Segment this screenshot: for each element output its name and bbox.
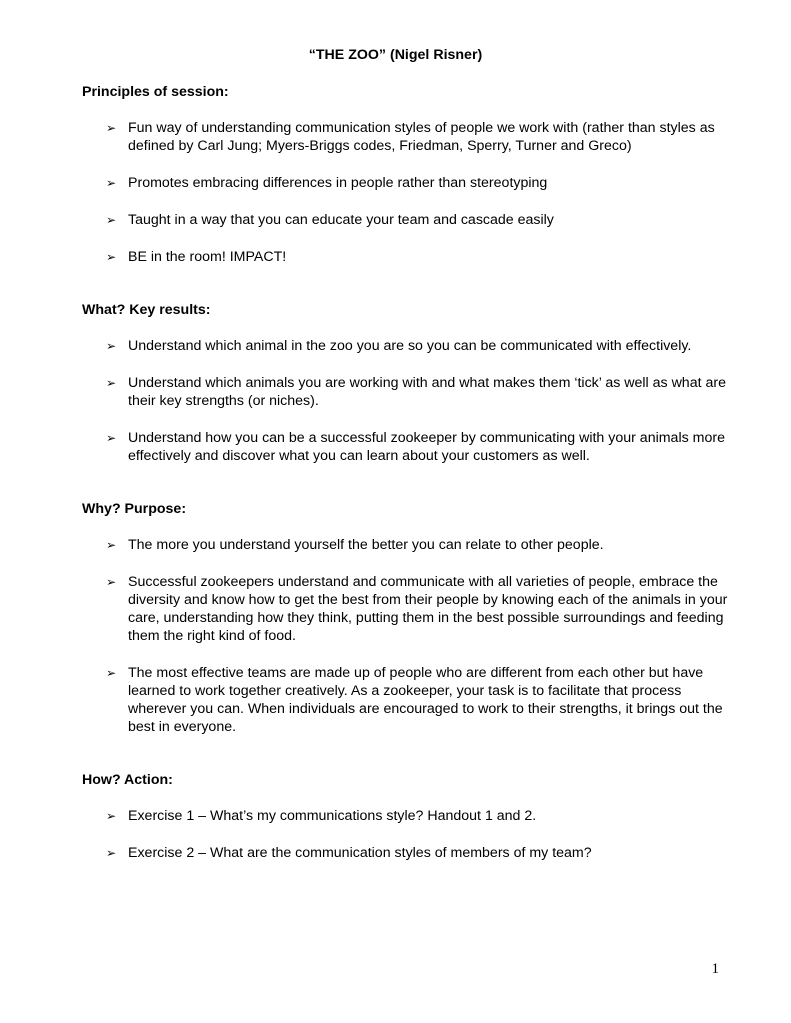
section-action bbox=[82, 771, 732, 862]
list-item-text: Exercise 2 – What are the communication styles of members of my team? bbox=[128, 845, 592, 861]
section-purpose bbox=[82, 500, 732, 736]
document-title: “THE ZOO” (Nigel Risner) bbox=[308, 47, 483, 63]
document-body bbox=[82, 83, 732, 897]
list-item bbox=[82, 337, 732, 355]
list-item-text: The most effective teams are made up of people who are different from each other but have learned to work together creatively. As a zookeeper, your task is to facilitate that process wherever you can. When individuals are encouraged to work to their strengths, it brings out the best in everyone. bbox=[128, 665, 723, 735]
list-item bbox=[82, 807, 732, 825]
list-item bbox=[82, 429, 732, 465]
section-heading: What? Key results: bbox=[82, 302, 211, 318]
section-key-results bbox=[82, 301, 732, 465]
list-item bbox=[82, 664, 732, 736]
list-item-text: Understand which animals you are working with and what makes them ‘tick’ as well as what are their key strengths (or niches). bbox=[128, 375, 726, 409]
bullet-list bbox=[82, 536, 732, 736]
arrow-bullet-icon: ➢ bbox=[106, 431, 117, 445]
bullet-list bbox=[82, 119, 732, 266]
arrow-bullet-icon: ➢ bbox=[106, 121, 117, 135]
list-item bbox=[82, 119, 732, 155]
arrow-bullet-icon: ➢ bbox=[106, 250, 117, 264]
arrow-bullet-icon: ➢ bbox=[106, 666, 117, 680]
arrow-bullet-icon: ➢ bbox=[106, 809, 117, 823]
arrow-bullet-icon: ➢ bbox=[106, 538, 117, 552]
arrow-bullet-icon: ➢ bbox=[106, 376, 117, 390]
arrow-bullet-icon: ➢ bbox=[106, 339, 117, 353]
arrow-bullet-icon: ➢ bbox=[106, 846, 117, 860]
list-item bbox=[82, 248, 732, 266]
list-item bbox=[82, 374, 732, 410]
list-item-text: Taught in a way that you can educate your team and cascade easily bbox=[128, 212, 554, 228]
section-heading: How? Action: bbox=[82, 772, 173, 788]
bullet-list bbox=[82, 337, 732, 465]
list-item-text: The more you understand yourself the better you can relate to other people. bbox=[128, 537, 604, 553]
list-item bbox=[82, 573, 732, 645]
arrow-bullet-icon: ➢ bbox=[106, 213, 117, 227]
section-heading: Principles of session: bbox=[82, 84, 229, 100]
list-item-text: Understand which animal in the zoo you are so you can be communicated with effectively. bbox=[128, 338, 692, 354]
list-item-text: Promotes embracing differences in people rather than stereotyping bbox=[128, 175, 548, 191]
section-heading: Why? Purpose: bbox=[82, 501, 187, 517]
page-number: 1 bbox=[711, 961, 719, 977]
list-item bbox=[82, 844, 732, 862]
list-item-text: Successful zookeepers understand and communicate with all varieties of people, embrace the diversity and know how to get the best from their people by knowing each of the animals in your care, understanding how they think, putting them in the best possible surroundings and feeding them the right kind of food. bbox=[128, 574, 728, 644]
list-item-text: Understand how you can be a successful zookeeper by communicating with your animals more effectively and discover what you can learn about your customers as well. bbox=[128, 430, 725, 464]
section-principles bbox=[82, 83, 732, 266]
list-item-text: Fun way of understanding communication styles of people we work with (rather than styles as defined by Carl Jung; Myers-Briggs codes, Friedman, Sperry, Turner and Greco) bbox=[128, 120, 715, 154]
list-item-text: BE in the room! IMPACT! bbox=[128, 249, 287, 265]
arrow-bullet-icon: ➢ bbox=[106, 176, 117, 190]
arrow-bullet-icon: ➢ bbox=[106, 575, 117, 589]
list-item bbox=[82, 211, 732, 229]
bullet-list bbox=[82, 807, 732, 862]
list-item-text: Exercise 1 – What’s my communications style? Handout 1 and 2. bbox=[128, 808, 537, 824]
list-item bbox=[82, 174, 732, 192]
list-item bbox=[82, 536, 732, 554]
